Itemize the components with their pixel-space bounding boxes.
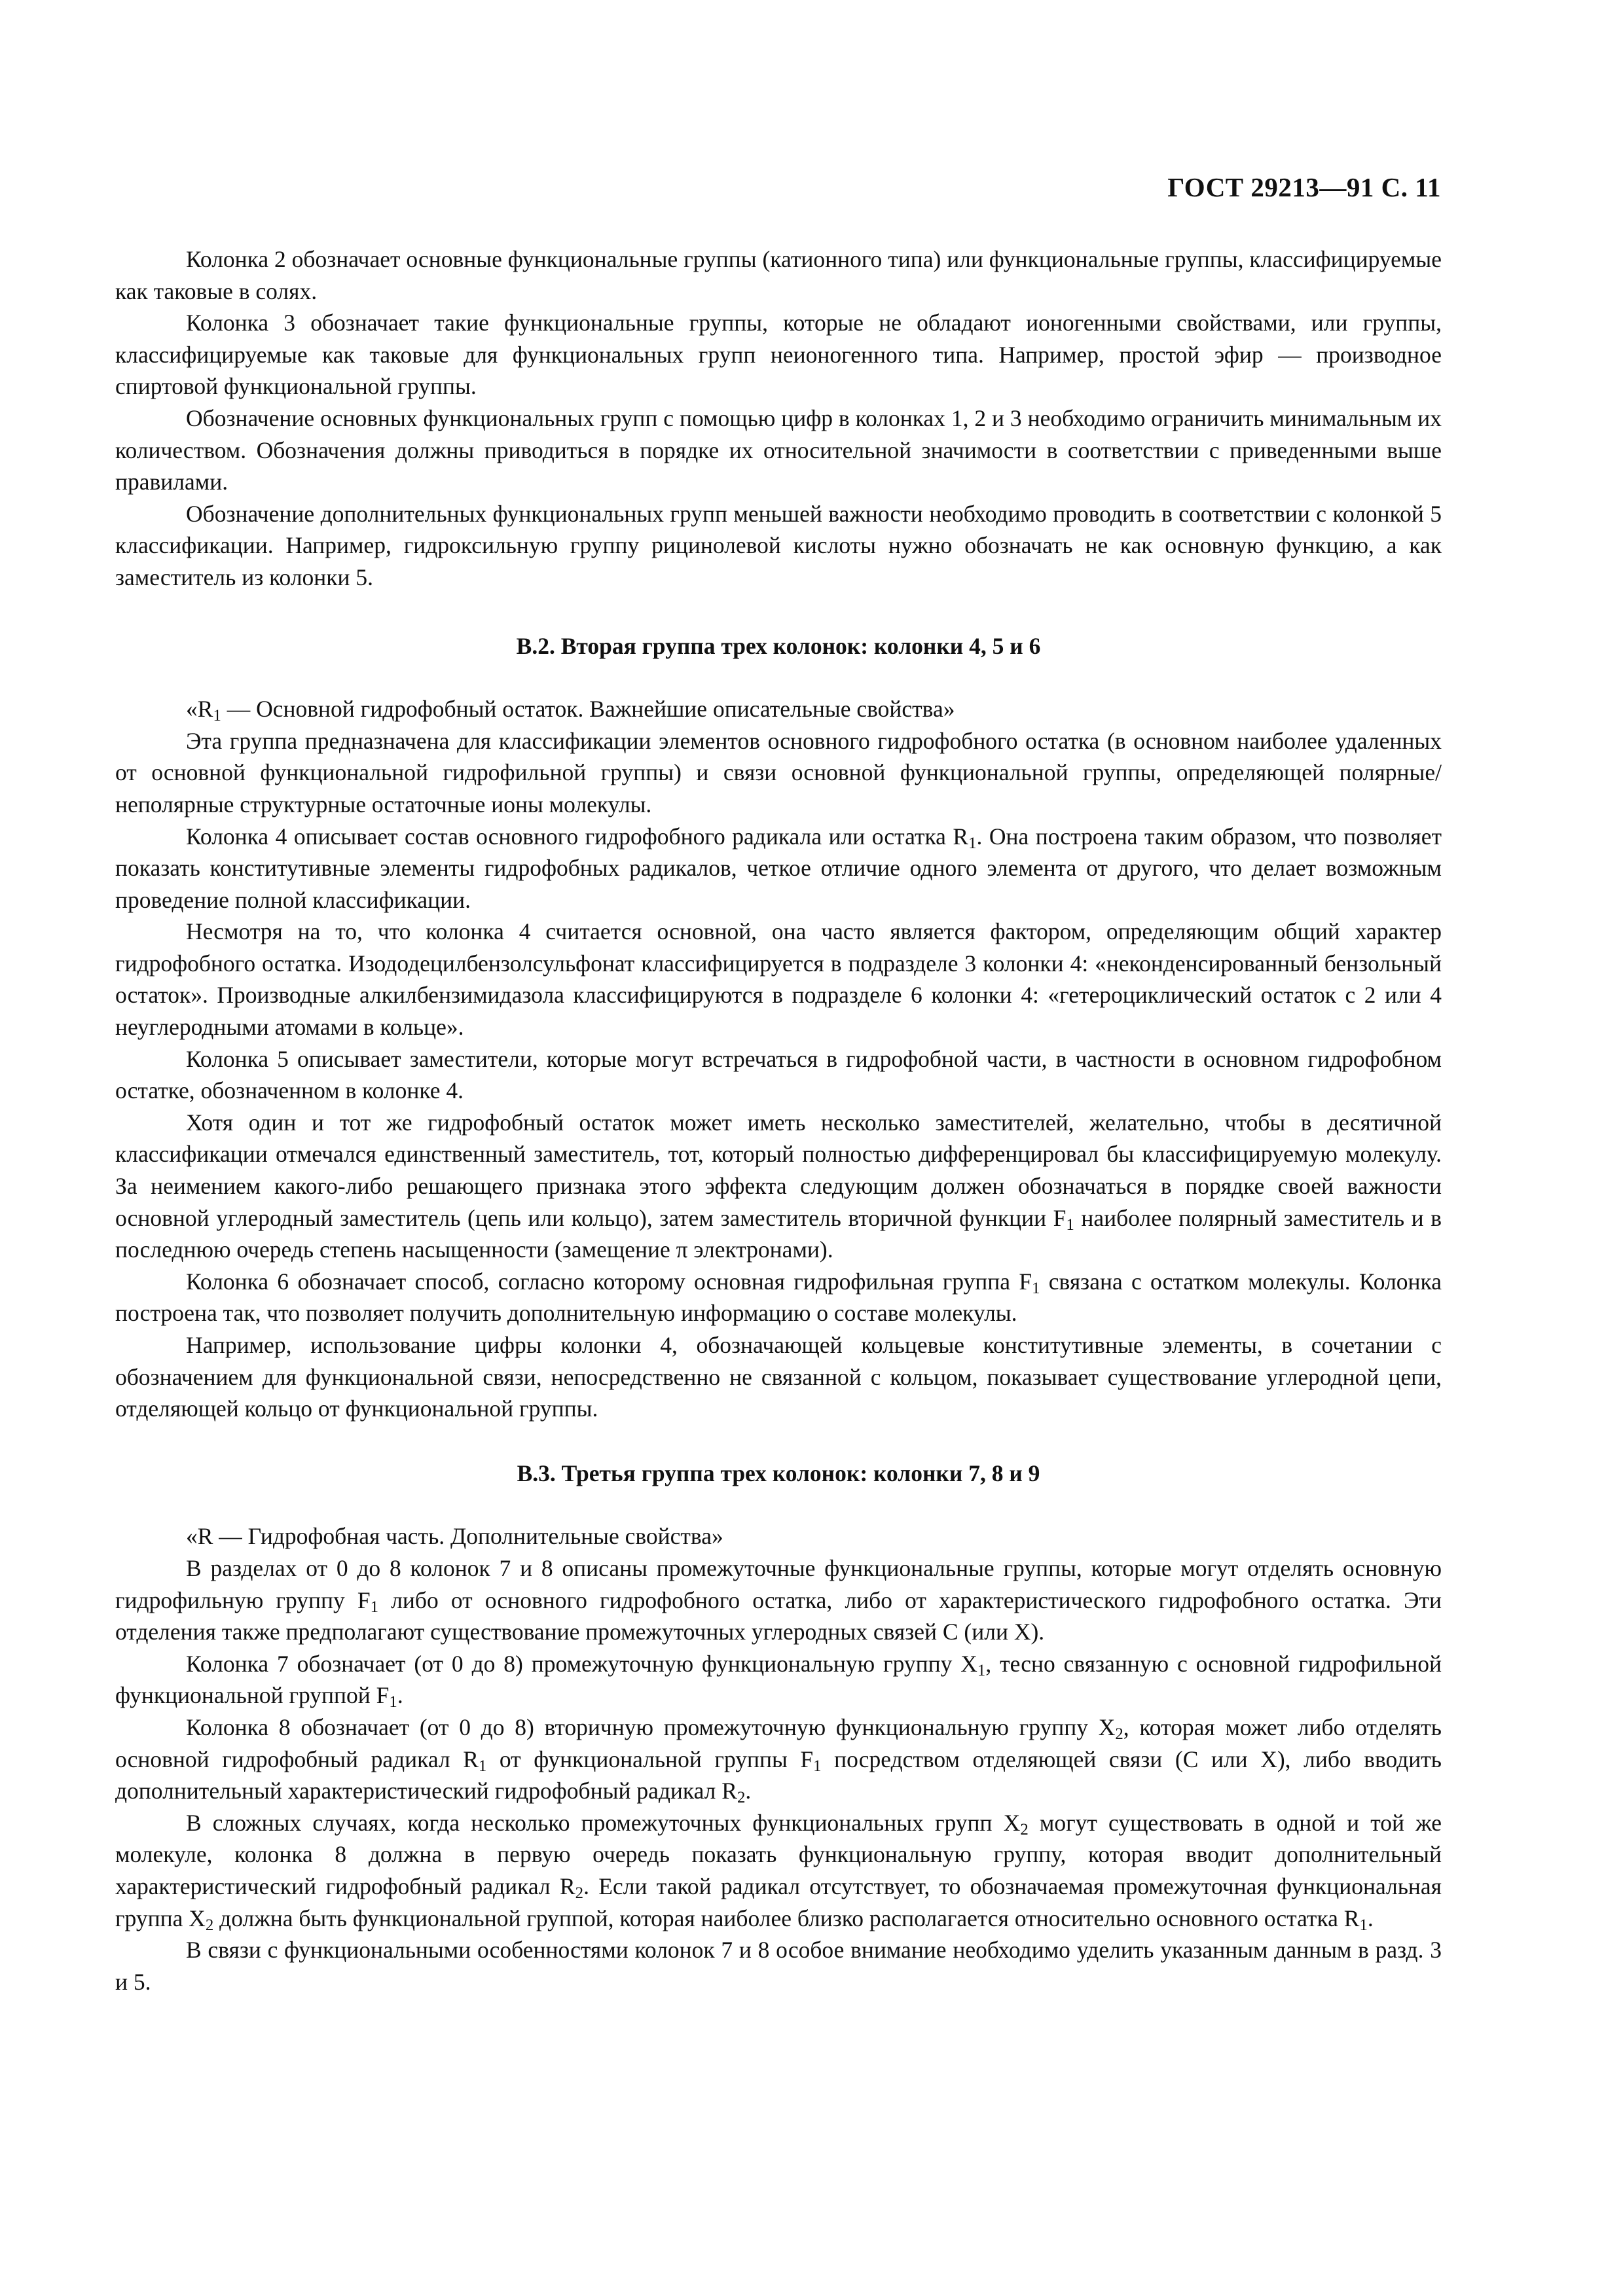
paragraph: В сложных случаях, когда несколько промежуточных функциональных групп $X_2$ могут существовать в одной и той же молекуле, колонка 8 должна в первую очередь показать функциональную группу, которая вводит дополнительный характеристический гидрофобный радикал $R_2$. Если такой радикал отсутствует, то обозначаемая промежуточная функциональная группа $X_2$ должна быть функциональной группой, которая наиболее близко располагается относительно основного остатка $R_1$.	[115, 1809, 1442, 1934]
document-body	[115, 243, 1442, 1998]
paragraph: В разделах от 0 до 8 колонок 7 и 8 описаны промежуточные функциональные группы, которые могут отделять основную гидрофильную группу $F_1$ либо от основного гидрофобного остатка, либо от характеристического гидрофобного остатка. Эти отделения также предполагают существование промежуточных углеродных связей С (или Х).	[115, 1554, 1442, 1645]
paragraph: «$R_1$ — Основной гидрофобный остаток. Важнейшие описательные свойства»	[186, 696, 955, 725]
paragraph: Несмотря на то, что колонка 4 считается основной, она часто является фактором, определяющим общий характер гидрофобного остатка. Изододецилбензолсульфонат классифицируется в подразделе 3 колонки 4: «неконденсированный бензольный остаток». Производные алкилбензимидазола классифицируются в подразделе 6 колонки 4: «гетероциклический остаток с 2 или 4 неуглеродными атомами в кольце».	[115, 918, 1442, 1041]
paragraph: Обозначение основных функциональных групп с помощью цифр в колонках 1, 2 и 3 необходимо ограничить минимальным их количеством. Обозначения должны приводиться в порядке их относительной значимости в соответствии с приведенными выше правилами.	[115, 404, 1442, 495]
paragraph: Хотя один и тот же гидрофобный остаток может иметь несколько заместителей, желательно, чтобы в десятичной классификации отмечался единственный заместитель, тот, который полностью дифференцировал бы классифицируемую молекулу. За неимением какого-либо решающего признака этого эффекта следующим должен обозначаться в порядке своей важности основной углеродный заместитель (цепь или кольцо), затем заместитель вторичной функции $F_1$ наиболее полярный заместитель и в последнюю очередь степень насыщенности (замещение π электронами).	[115, 1109, 1442, 1263]
paragraph: Колонка 5 описывает заместители, которые могут встречаться в гидрофобной части, в частности в основном гидрофобном остатке, обозначенном в колонке 4.	[115, 1045, 1442, 1104]
paragraph: Колонка 2 обозначает основные функциональные группы (катионного типа) или функциональные группы, классифицируемые как таковые в солях.	[115, 246, 1442, 304]
paragraph: «R — Гидрофобная часть. Дополнительные свойства»	[186, 1523, 723, 1550]
paragraph: Колонка 8 обозначает (от 0 до 8) вторичную промежуточную функциональную группу $X_2$, которая может либо отделять основной гидрофобный радикал $R_1$ от функциональной группы $F_1$ посредством отделяющей связи (С или Х), либо вводить дополнительный характеристический гидрофобный радикал $R_2$.	[115, 1713, 1442, 1807]
paragraph: Колонка 7 обозначает (от 0 до 8) промежуточную функциональную группу $X_1$, тесно связанную с основной гидрофильной функциональной группой $F_1$.	[115, 1650, 1442, 1712]
paragraph: Колонка 3 обозначает такие функциональные группы, которые не обладают ионогенными свойствами, или группы, классифицируемые как таковые для функциональных групп неионогенного типа. Например, простой эфир — производное спиртовой функциональной группы.	[115, 310, 1442, 400]
page-header: ГОСТ 29213—91 С. 11	[1167, 172, 1441, 202]
paragraph: В связи с функциональными особенностями колонок 7 и 8 особое внимание необходимо уделить указанным данным в разд. 3 и 5.	[115, 1937, 1442, 1995]
section-heading-b3: В.3. Третья группа трех колонок: колонки 7, 8 и 9	[517, 1460, 1040, 1486]
paragraph: Эта группа предназначена для классификации элементов основного гидрофобного остатка (в основном наиболее удаленных от основной функциональной гидрофильной группы) и связи основной функциональной группы, определяющей полярные/неполярные структурные остаточные ионы молекулы.	[115, 727, 1442, 817]
paragraph: Обозначение дополнительных функциональных групп меньшей важности необходимо проводить в соответствии с колонкой 5 классификации. Например, гидроксильную группу рицинолевой кислоты нужно обозначать не как основную функцию, а как заместитель из колонки 5.	[115, 500, 1442, 590]
section-heading-b2: В.2. Вторая группа трех колонок: колонки 4, 5 и 6	[516, 632, 1041, 659]
paragraph: Колонка 6 обозначает способ, согласно которому основная гидрофильная группа $F_1$ связана с остатком молекулы. Колонка построена так, что позволяет получить дополнительную информацию о составе молекулы.	[115, 1268, 1442, 1327]
paragraph: Колонка 4 описывает состав основного гидрофобного радикала или остатка $R_1$. Она построена таким образом, что позволяет показать конститутивные элементы гидрофобных радикалов, четкое отличие одного элемента от другого, что делает возможным проведение полной классификации.	[115, 823, 1442, 913]
paragraph: Например, использование цифры колонки 4, обозначающей кольцевые конститутивные элементы, в сочетании с обозначением для функциональной связи, непосредственно не связанной с кольцом, показывает существование углеродной цепи, отделяющей кольцо от функциональной группы.	[115, 1332, 1442, 1422]
